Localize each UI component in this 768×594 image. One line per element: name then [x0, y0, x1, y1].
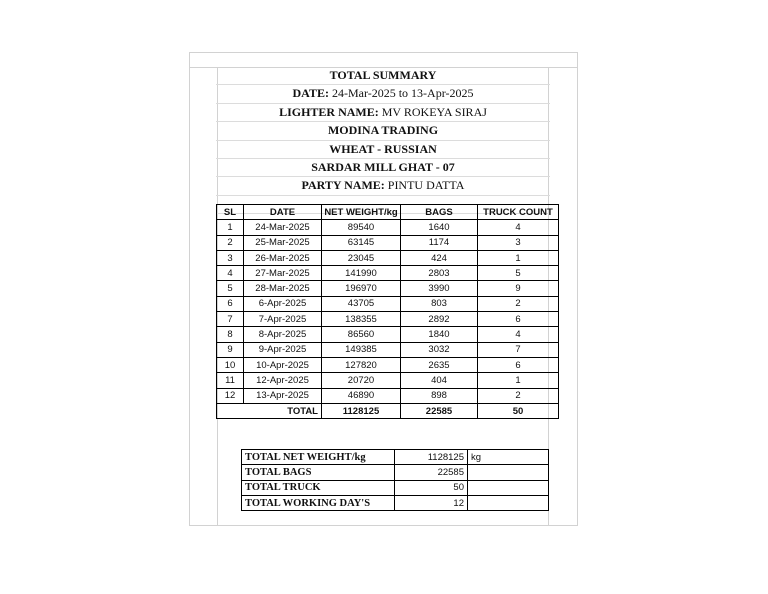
- cell-truck-count: 2: [478, 388, 559, 403]
- cell-truck-count: 6: [478, 357, 559, 372]
- summary-label: TOTAL TRUCK: [242, 480, 395, 495]
- cell-net-weight: 46890: [322, 388, 401, 403]
- cell-sl: 10: [217, 357, 244, 372]
- cell-net-weight: 86560: [322, 327, 401, 342]
- cell-net-weight: 149385: [322, 342, 401, 357]
- cell-date: 12-Apr-2025: [244, 373, 322, 388]
- cell-bags: 3032: [401, 342, 478, 357]
- summary-value: 22585: [395, 465, 468, 480]
- cell-bags: 898: [401, 388, 478, 403]
- cell-bags: 2635: [401, 357, 478, 372]
- cell-date: 13-Apr-2025: [244, 388, 322, 403]
- column-header-net-weight: NET WEIGHT/kg: [322, 205, 401, 220]
- cell-truck-count: 4: [478, 327, 559, 342]
- cell-sl: 7: [217, 312, 244, 327]
- cell-sl: 11: [217, 373, 244, 388]
- column-header-date: DATE: [244, 205, 322, 220]
- cell-truck-count: 5: [478, 266, 559, 281]
- date-range: DATE: 24-Mar-2025 to 13-Apr-2025: [216, 85, 550, 103]
- cell-sl: 12: [217, 388, 244, 403]
- column-header-bags: BAGS: [401, 205, 478, 220]
- table-row: [217, 250, 559, 265]
- daily-summary-table: [216, 204, 559, 419]
- cell-bags: 803: [401, 296, 478, 311]
- summary-unit-empty: [468, 465, 549, 480]
- table-row: [217, 281, 559, 296]
- summary-label: TOTAL NET WEIGHT/kg: [242, 450, 395, 465]
- ghat-name: SARDAR MILL GHAT - 07: [216, 159, 550, 177]
- summary-label: TOTAL WORKING DAY'S: [242, 495, 395, 510]
- company-name: MODINA TRADING: [216, 122, 550, 140]
- summary-label: TOTAL BAGS: [242, 465, 395, 480]
- summary-value: 1128125: [395, 450, 468, 465]
- summary-row-working-days: [242, 495, 549, 510]
- lighter-name: LIGHTER NAME: MV ROKEYA SIRAJ: [216, 104, 550, 122]
- summary-row-bags: [242, 465, 549, 480]
- table-row: [217, 266, 559, 281]
- cell-net-weight: 43705: [322, 296, 401, 311]
- cell-date: 10-Apr-2025: [244, 357, 322, 372]
- summary-unit-empty: [468, 495, 549, 510]
- cell-net-weight: 127820: [322, 357, 401, 372]
- cell-truck-count: 1: [478, 373, 559, 388]
- cell-bags: 3990: [401, 281, 478, 296]
- table-row: [217, 327, 559, 342]
- total-label: TOTAL: [217, 403, 322, 418]
- summary-value: 12: [395, 495, 468, 510]
- cell-sl: 4: [217, 266, 244, 281]
- table-total-row: [217, 403, 559, 418]
- cell-truck-count: 2: [478, 296, 559, 311]
- totals-summary-table: [241, 449, 549, 511]
- report-title: TOTAL SUMMARY: [216, 67, 550, 85]
- cell-bags: 424: [401, 250, 478, 265]
- cell-net-weight: 63145: [322, 235, 401, 250]
- cell-date: 28-Mar-2025: [244, 281, 322, 296]
- cell-bags: 1640: [401, 220, 478, 235]
- cell-sl: 6: [217, 296, 244, 311]
- cell-bags: 404: [401, 373, 478, 388]
- cell-net-weight: 138355: [322, 312, 401, 327]
- cell-date: 25-Mar-2025: [244, 235, 322, 250]
- total-truck-count: 50: [478, 403, 559, 418]
- table-row: [217, 357, 559, 372]
- table-row: [217, 373, 559, 388]
- sheet-header-band: [190, 53, 577, 68]
- table-row: [217, 296, 559, 311]
- cell-truck-count: 9: [478, 281, 559, 296]
- column-header-truck-count: TRUCK COUNT: [478, 205, 559, 220]
- cell-net-weight: 89540: [322, 220, 401, 235]
- total-net-weight: 1128125: [322, 403, 401, 418]
- summary-row-truck: [242, 480, 549, 495]
- cell-date: 7-Apr-2025: [244, 312, 322, 327]
- cell-date: 27-Mar-2025: [244, 266, 322, 281]
- cell-net-weight: 20720: [322, 373, 401, 388]
- cell-sl: 5: [217, 281, 244, 296]
- party-name: PARTY NAME: PINTU DATTA: [216, 177, 550, 195]
- cell-truck-count: 7: [478, 342, 559, 357]
- total-bags: 22585: [401, 403, 478, 418]
- cell-net-weight: 141990: [322, 266, 401, 281]
- cell-bags: 1174: [401, 235, 478, 250]
- cell-bags: 2803: [401, 266, 478, 281]
- summary-value: 50: [395, 480, 468, 495]
- cell-sl: 3: [217, 250, 244, 265]
- cell-sl: 2: [217, 235, 244, 250]
- column-header-sl: SL: [217, 205, 244, 220]
- table-row: [217, 388, 559, 403]
- cell-net-weight: 196970: [322, 281, 401, 296]
- table-row: [217, 342, 559, 357]
- table-header-row: [217, 205, 559, 220]
- cell-bags: 2892: [401, 312, 478, 327]
- cell-net-weight: 23045: [322, 250, 401, 265]
- summary-unit: kg: [468, 450, 549, 465]
- cell-date: 26-Mar-2025: [244, 250, 322, 265]
- table-row: [217, 235, 559, 250]
- cell-date: 8-Apr-2025: [244, 327, 322, 342]
- product-name: WHEAT - RUSSIAN: [216, 141, 550, 159]
- report-header: [216, 67, 550, 214]
- cell-truck-count: 4: [478, 220, 559, 235]
- cell-truck-count: 3: [478, 235, 559, 250]
- cell-bags: 1840: [401, 327, 478, 342]
- cell-truck-count: 6: [478, 312, 559, 327]
- cell-sl: 8: [217, 327, 244, 342]
- cell-sl: 9: [217, 342, 244, 357]
- cell-date: 6-Apr-2025: [244, 296, 322, 311]
- cell-date: 24-Mar-2025: [244, 220, 322, 235]
- table-row: [217, 312, 559, 327]
- cell-sl: 1: [217, 220, 244, 235]
- cell-date: 9-Apr-2025: [244, 342, 322, 357]
- cell-truck-count: 1: [478, 250, 559, 265]
- summary-unit-empty: [468, 480, 549, 495]
- summary-row-net-weight: [242, 450, 549, 465]
- table-row: [217, 220, 559, 235]
